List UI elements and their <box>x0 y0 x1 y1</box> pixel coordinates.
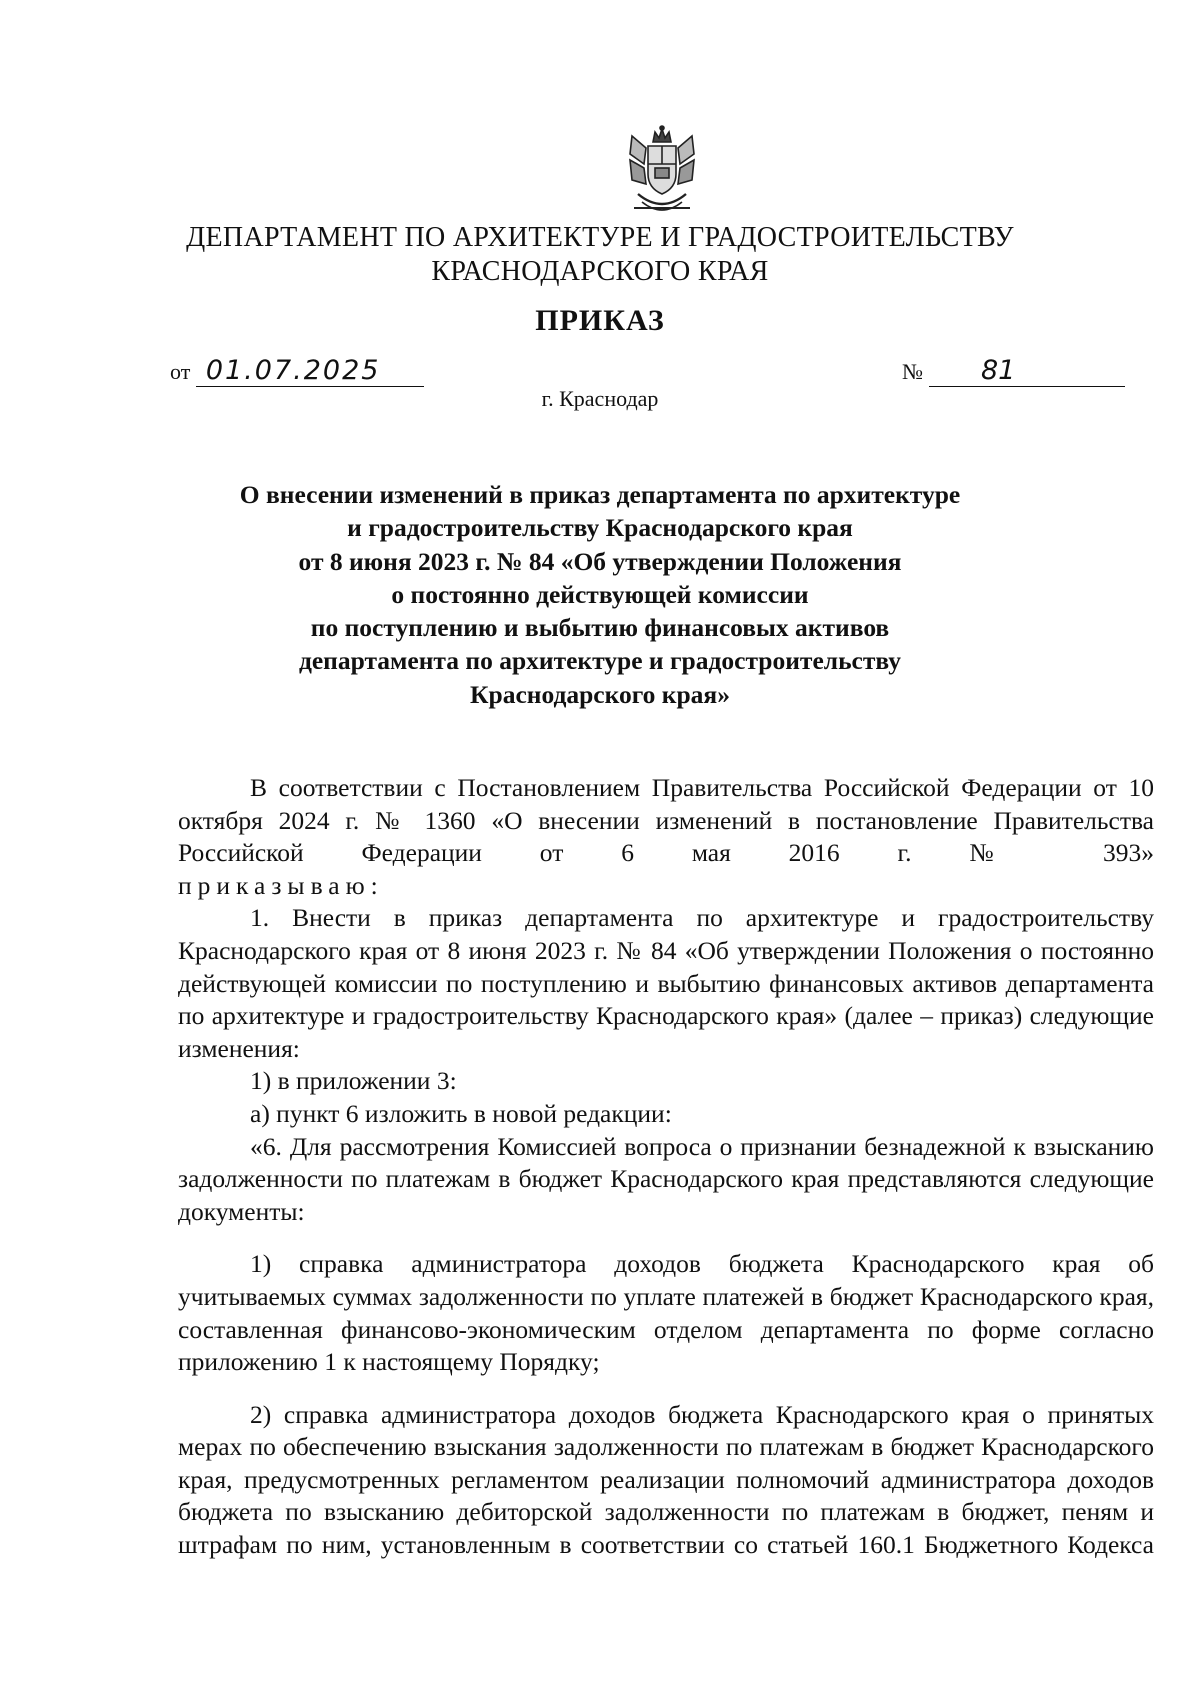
subject-line: от 8 июня 2023 г. № 84 «Об утверждении Положения <box>298 546 902 576</box>
document-subject <box>0 478 1200 711</box>
document-list-item-1: 1) справка администратора доходов бюджета Краснодарского края об учитываемых суммах задолженности по уплате платежей в бюджет Краснодарского края, составленная финансово-экономическим отделом департамента по форме согласно приложению 1 к настоящему Порядку; <box>178 1249 1154 1377</box>
point-6-paragraph: «6. Для рассмотрения Комиссией вопроса о признании безнадежной к взысканию задолженности по платежам в бюджет Краснодарского края представляются следующие документы: <box>178 1131 1154 1226</box>
department-name-line2: КРАСНОДАРСКОГО КРАЯ <box>431 256 769 287</box>
document-type-title: ПРИКАЗ <box>535 304 665 337</box>
subject-line: о постоянно действующей комиссии <box>391 579 809 609</box>
preamble-paragraph: В соответствии с Постановлением Правительства Российской Федерации от 10 октября 2024 г. № 1360 «О внесении изменений в постановление Правительства Российской Федерации от 6 мая 2016 г. № 393» <box>178 773 1154 868</box>
order-word: приказываю: <box>178 870 384 900</box>
subitem-a: а) пункт 6 изложить в новой редакции: <box>250 1098 672 1128</box>
subject-line: и градостроительству Краснодарского края <box>347 513 853 543</box>
city: г. Краснодар <box>541 386 659 411</box>
krasnodar-coat-of-arms-icon <box>624 124 700 216</box>
date-label: от <box>170 359 191 384</box>
subject-line: департамента по архитектуре и градостроительству <box>298 646 902 676</box>
subject-line: О внесении изменений в приказ департамента по архитектуре <box>239 480 961 509</box>
number-label: № <box>902 359 923 384</box>
subject-line: Краснодарского края» <box>470 679 730 709</box>
subitem-1: 1) в приложении 3: <box>250 1066 457 1096</box>
document-list-item-2: 2) справка администратора доходов бюджета Краснодарского края о принятых мерах по обеспечению взыскания задолженности по платежам в бюджет Краснодарского края, предусмотренных регламентом реализации полномочий администратора доходов бюджета по взысканию дебиторской задолженности по платежам в бюджет, пеням и штрафам по ним, установленным в соответствии со статьей 160.1 Бюджетного Кодекса <box>178 1399 1154 1560</box>
subject-line: по поступлению и выбытию финансовых активов <box>310 613 890 643</box>
department-name-line1: ДЕПАРТАМЕНТ ПО АРХИТЕКТУРЕ И ГРАДОСТРОИТЕЛЬСТВУ <box>186 222 1014 253</box>
date-field <box>170 356 424 387</box>
handwritten-date: 01.07.2025 <box>196 356 424 387</box>
handwritten-number: 81 <box>929 356 1125 387</box>
document-body <box>178 772 1154 1562</box>
number-field <box>902 356 1125 387</box>
item-1-paragraph: 1. Внести в приказ департамента по архитектуре и градостроительству Краснодарского края от 8 июня 2023 г. № 84 «Об утверждении Положения о постоянно действующей комиссии по поступлению и выбытию финансовых активов департамента по архитектуре и градостроительству Краснодарского края» (далее – приказ) следующие изменения: <box>178 903 1154 1063</box>
